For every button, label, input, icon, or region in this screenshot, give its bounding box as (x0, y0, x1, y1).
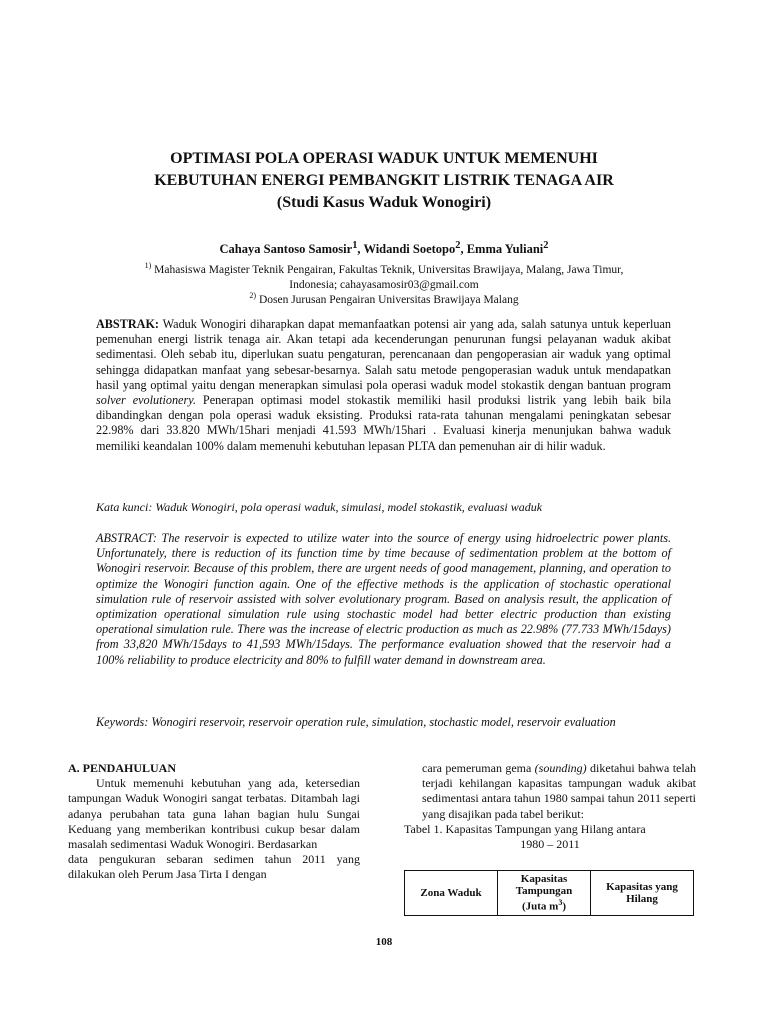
author-2: Widandi Soetopo (363, 242, 456, 257)
header-kapasitas-close: ) (562, 900, 567, 913)
capacity-table (404, 870, 694, 916)
table-caption-line-2: 1980 – 2011 (520, 837, 580, 852)
left-column (68, 761, 360, 883)
abstract-english: ABSTRACT: The reservoir is expected to utilize water into the source of energy using hidroelectric power plants. Unfortunately, there is reduction of its function time by time because of sedimentation problem at the bottom of Wonogiri reservoir. Because of this problem, there are urgent needs of good management, planning, and operation to optimize the Wonogiri function again. One of the effective methods is the application of stochastic operational simulation rule of reservoir assisted with solver evolutionary program. Based on analysis result, the application of optimization operational simulation rule using stochastic model had better electric production than existing operational simulation rule. There was the increase of electric production as much as 22.98% (77.733 MWh/15days) from 33,820 MWh/15days to 41,593 MWh/15days. The performance evaluation showed that the reservoir had a 100% reliability to produce electricity and 80% to fulfill water demand in downstream area. (96, 531, 671, 667)
affiliation-1-mark: 1) (144, 261, 152, 270)
header-kapasitas-line-3: (Juta m (521, 900, 559, 913)
header-zona-waduk: Zona Waduk (405, 871, 498, 916)
right-column (404, 761, 696, 852)
intro-paragraph-2: data pengukuran sebaran sedimen tahun 2011 yang dilakukan oleh Perum Jasa Tirta I dengan (68, 852, 360, 882)
table-header-row (405, 871, 694, 916)
header-kapasitas-line-1: Kapasitas (520, 873, 568, 885)
author-3: Emma Yuliani (466, 242, 544, 257)
title-line-2: KEBUTUHAN ENERGI PEMBANGKIT LISTRIK TENAGA AIR (154, 172, 614, 189)
author-list: Cahaya Santoso Samosir$^1$, Widandi Soetopo$^2$, Emma Yuliani$^2$ (219, 240, 549, 257)
affiliation-1-line-2: Indonesia; cahayasamosir03@gmail.com (289, 278, 479, 291)
paper-title (90, 148, 678, 214)
header-kapasitas-sup: 3 (558, 898, 563, 907)
author-1-affil: 1 (352, 240, 358, 251)
abstrak-label: ABSTRAK: (96, 317, 159, 331)
table-caption-line-1: Tabel 1. Kapasitas Tampungan yang Hilang antara (404, 821, 646, 836)
abstrak-section (96, 317, 671, 454)
header-hilang-line-1: Kapasitas yang (606, 880, 678, 893)
affiliation-2 (90, 288, 678, 308)
header-hilang-line-2: Hilang (626, 892, 658, 905)
right-text-a: cara pemeruman gema (422, 761, 532, 775)
section-heading-pendahuluan: A. PENDAHULUAN (68, 761, 176, 775)
keywords: Keywords: Wonogiri reservoir, reservoir operation rule, simulation, stochastic model, reservoir evaluation (96, 715, 616, 729)
kata-kunci: Kata kunci: Waduk Wonogiri, pola operasi waduk, simulasi, model stokastik, evaluasi waduk (96, 500, 543, 514)
page-number: 108 (375, 936, 393, 948)
affiliation-2-text: Dosen Jurusan Pengairan Universitas Brawijaya Malang (258, 293, 519, 306)
intro-paragraph-1: Untuk memenuhi kebutuhan yang ada, ketersedian tampungan Waduk Wonogiri sangat terbatas. Ditambah lagi adanya perubahan tata guna lahan bagian hulu Sungai Keduang yang memberikan kontribusi cukup besar dalam masalah sedimentasi Waduk Wonogiri. Berdasarkan (68, 776, 360, 852)
right-column-paragraph (404, 761, 696, 822)
author-3-affil: 2 (543, 240, 549, 251)
abstrak-text-2: Penerapan optimasi model stokastik memiliki hasil produksi listrik yang lebih baik bila dibandingkan dengan pola operasi waduk eksisting. Produksi rata-rata tahunan mengalami peningkatan sebesar 22.98% dari 33.820 MWh/15hari menjadi 41.593 MWh/15hari . Evaluasi kinerja menunjukan bahwa waduk memiliki keandalan 100% dalam memenuhi kebutuhan lepasan PLTA dan pemenuhan air di hilir waduk. (96, 393, 671, 453)
title-line-1: OPTIMASI POLA OPERASI WADUK UNTUK MEMENUHI (170, 150, 598, 167)
affiliation-2-mark: 2) (249, 291, 257, 300)
right-text-b: diketahui bahwa telah terjadi kehilangan kapasitas tampungan waduk akibat sedimentasi antara tahun 1980 sampai tahun 2011 seperti yang disajikan pada tabel berikut: (422, 761, 697, 821)
header-kapasitas-tampungan (498, 871, 591, 916)
sounding-term: (sounding) (534, 761, 587, 775)
title-line-3: (Studi Kasus Waduk Wonogiri) (276, 194, 492, 211)
header-kapasitas-line-2: Tampungan (515, 885, 573, 897)
affiliation-1-line-1: Mahasiswa Magister Teknik Pengairan, Fakultas Teknik, Universitas Brawijaya, Malang, Jawa Timur, (154, 263, 624, 276)
header-kapasitas-hilang (591, 871, 694, 916)
author-1: Cahaya Santoso Samosir (219, 242, 353, 257)
author-2-affil: 2 (455, 240, 461, 251)
abstrak-text-1: Waduk Wonogiri diharapkan dapat memanfaatkan potensi air yang ada, salah satunya untuk keperluan pemenuhan energi listrik tenaga air. Akan tetapi ada kecenderungan penurunan fungsi pelayanan waduk akibat sedimentasi. Oleh sebab itu, diperlukan suatu pengaturan, perencanaan dan pengoperasian air waduk yang optimal sehingga didapatkan manfaat yang sebesar-besarnya. Salah satu metode pengoperasian waduk untuk mendapatkan hasil yang optimal yaitu dengan menerapkan simulasi pola operasi waduk model stokastik dengan bantuan program (96, 317, 671, 392)
abstrak-italic-term: solver evolutionery. (96, 393, 196, 408)
